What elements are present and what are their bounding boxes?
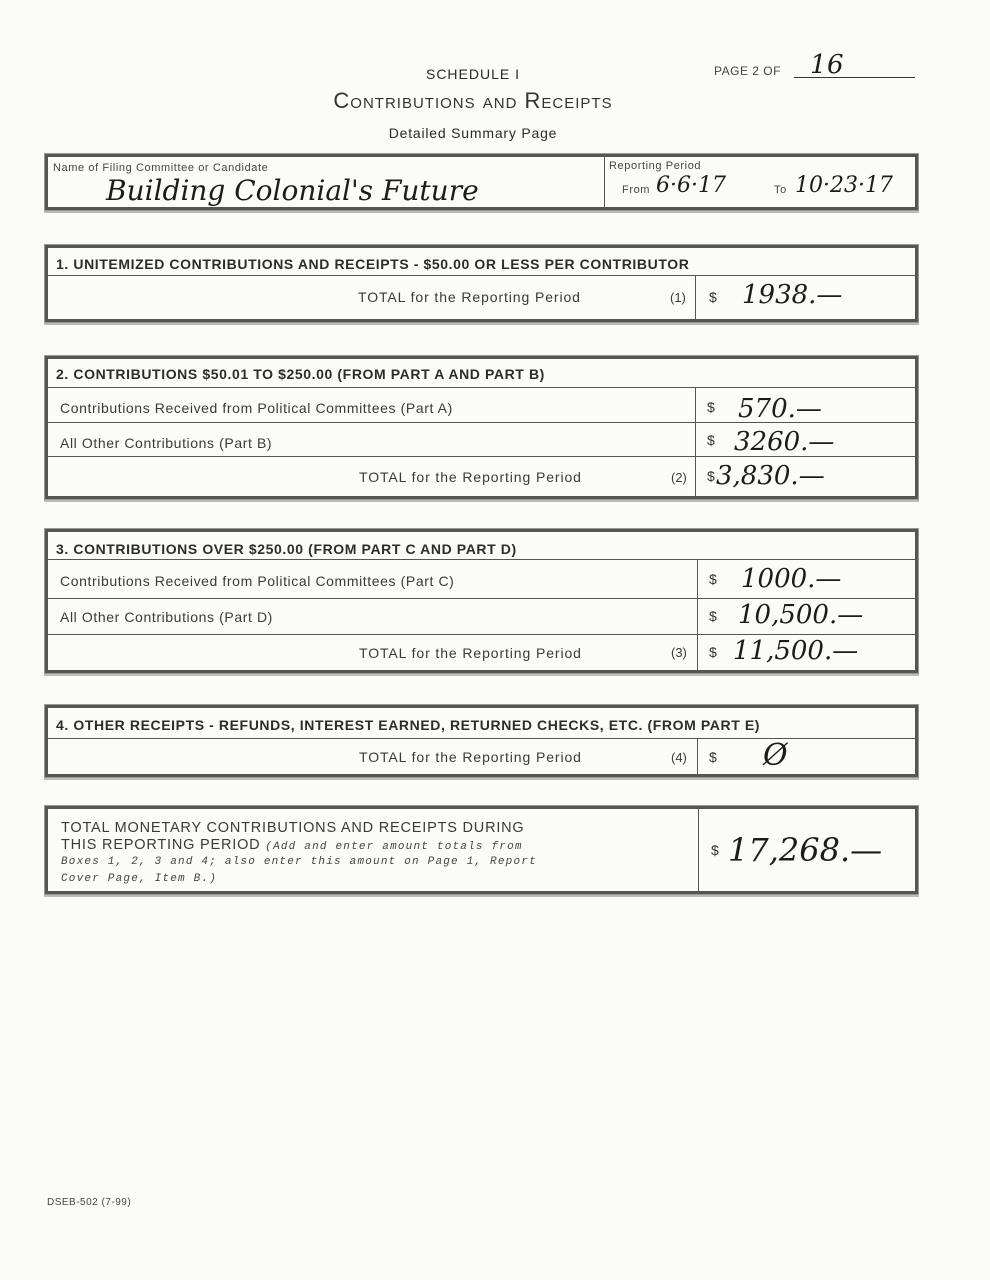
section-3-total-label: TOTAL for the Reporting Period (359, 645, 582, 661)
grand-total-box (45, 806, 918, 894)
section-2-box (45, 356, 918, 499)
section-2-total-field[interactable]: 3,830.— (716, 461, 825, 491)
committee-name-field[interactable]: Building Colonial's Future (106, 174, 479, 207)
section-3-row-1-dollar: $ (709, 571, 717, 587)
grand-total-line-1: TOTAL MONETARY CONTRIBUTIONS AND RECEIPTS DURING (61, 820, 525, 836)
section-4-header: 4. OTHER RECEIPTS - REFUNDS, INTEREST EARNED, RETURNED CHECKS, ETC. (FROM PART E) (56, 717, 761, 733)
section-4-box (45, 705, 918, 777)
section-2-row-1-label: Contributions Received from Political Committees (Part A) (60, 400, 453, 416)
section-3-total-number: (3) (671, 645, 687, 660)
section-2-row-2-field[interactable]: 3260.— (734, 427, 835, 457)
section-3-header: 3. CONTRIBUTIONS OVER $250.00 (FROM PART C AND PART D) (56, 541, 517, 557)
section-2-header: 2. CONTRIBUTIONS $50.01 TO $250.00 (FROM PART A AND PART B) (56, 366, 545, 382)
section-4-amount-divider (697, 738, 698, 774)
reporting-period-label: Reporting Period (609, 160, 702, 172)
schedule-label: SCHEDULE I (425, 66, 521, 82)
section-1-total-number: (1) (670, 290, 686, 305)
committee-divider (604, 157, 605, 207)
section-1-divider (48, 275, 915, 276)
section-1-total-field[interactable]: 1938.— (742, 280, 843, 310)
to-date-field[interactable]: 10·23·17 (795, 173, 893, 198)
section-4-dollar: $ (709, 749, 717, 765)
form-id: DSEB-502 (7-99) (47, 1197, 132, 1208)
section-1-amount-divider (695, 275, 696, 319)
section-3-divider-2 (48, 598, 915, 599)
section-2-amount-divider (695, 387, 696, 496)
section-4-total-field[interactable]: Ø (763, 738, 788, 773)
section-3-row-1-label: Contributions Received from Political Committees (Part C) (60, 573, 455, 589)
grand-total-divider (698, 809, 699, 891)
section-3-amount-divider (697, 559, 698, 670)
section-1-total-label: TOTAL for the Reporting Period (358, 289, 581, 305)
section-2-total-number: (2) (671, 470, 687, 485)
section-3-divider-3 (48, 634, 915, 635)
committee-box (45, 154, 918, 210)
section-3-row-2-field[interactable]: 10,500.— (738, 600, 864, 630)
section-1-dollar: $ (709, 289, 717, 305)
to-label: To (774, 184, 787, 196)
section-3-row-2-dollar: $ (709, 608, 717, 624)
grand-total-dollar: $ (711, 842, 719, 858)
page-indicator (714, 50, 845, 80)
section-3-row-1-field[interactable]: 1000.— (741, 564, 842, 594)
section-3-total-dollar: $ (709, 644, 717, 660)
section-3-divider-1 (48, 559, 915, 560)
section-2-divider-1 (48, 387, 915, 388)
grand-total-period-label: THIS REPORTING PERIOD (61, 837, 261, 853)
grand-total-instruction-1: (Add and enter amount totals from (265, 841, 523, 853)
section-2-row-1-dollar: $ (707, 399, 715, 415)
section-1-header: 1. UNITEMIZED CONTRIBUTIONS AND RECEIPTS - $50.00 OR LESS PER CONTRIBUTOR (56, 256, 690, 272)
page-total[interactable]: 16 (810, 50, 845, 80)
section-3-total-field[interactable]: 11,500.— (733, 636, 859, 666)
page-title: Contributions and Receipts (333, 88, 613, 113)
section-2-total-label: TOTAL for the Reporting Period (359, 469, 582, 485)
section-4-total-number: (4) (671, 750, 687, 765)
section-3-row-2-label: All Other Contributions (Part D) (60, 609, 273, 625)
grand-total-instruction-2: Boxes 1, 2, 3 and 4; also enter this amount on Page 1, Report (61, 856, 537, 868)
section-3-box (45, 529, 918, 673)
section-1-box (45, 245, 918, 322)
from-date-field[interactable]: 6·6·17 (656, 173, 726, 198)
section-2-row-2-label: All Other Contributions (Part B) (60, 435, 273, 451)
grand-total-line-2 (61, 837, 523, 853)
page-label: PAGE 2 OF (714, 64, 781, 78)
section-4-total-label: TOTAL for the Reporting Period (359, 749, 582, 765)
section-2-divider-2 (48, 422, 915, 423)
section-2-divider-3 (48, 456, 915, 457)
section-2-row-2-dollar: $ (707, 432, 715, 448)
committee-name-label: Name of Filing Committee or Candidate (53, 162, 269, 174)
page-subtitle: Detailed Summary Page (388, 125, 558, 141)
grand-total-field[interactable]: 17,268.— (728, 831, 883, 869)
grand-total-instruction-3: Cover Page, Item B.) (61, 873, 218, 885)
from-label: From (622, 184, 651, 196)
section-2-row-1-field[interactable]: 570.— (738, 394, 822, 424)
section-2-total-dollar: $ (707, 468, 715, 484)
